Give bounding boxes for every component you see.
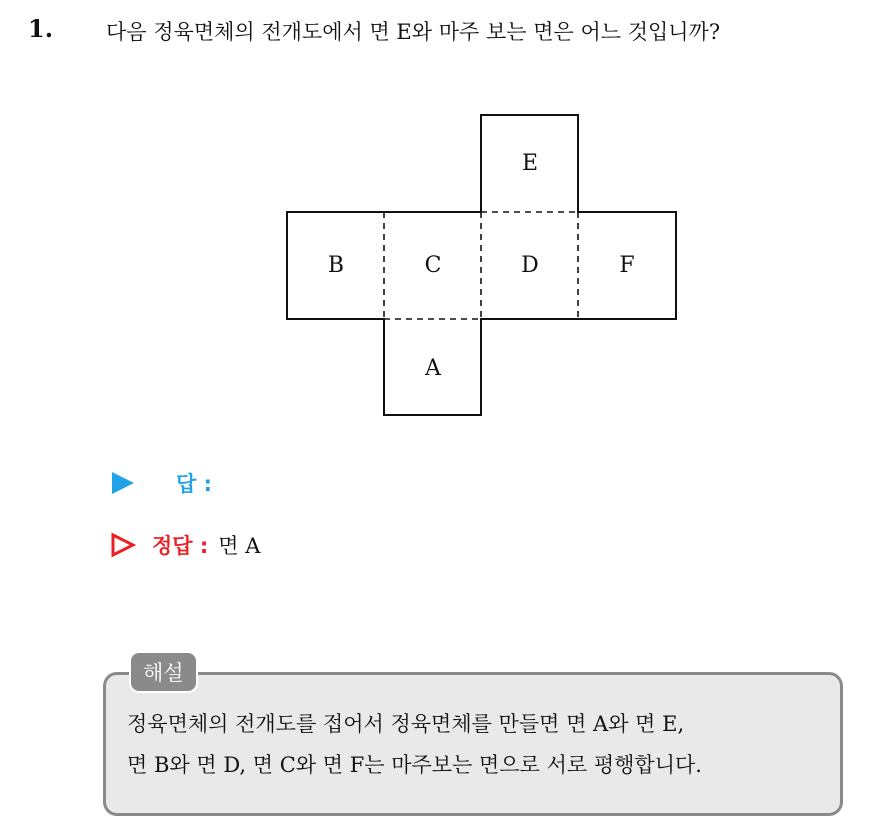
face-label-a: A — [425, 356, 441, 381]
explanation-line-2: 면 B와 면 D, 면 C와 면 F는 마주보는 면으로 서로 평행합니다. — [127, 753, 702, 777]
question-text: 다음 정육면체의 전개도에서 면 E와 마주 보는 면은 어느 것입니까? — [106, 20, 721, 44]
answer-blank-row — [110, 468, 212, 498]
question-number: 1. — [28, 14, 54, 43]
face-label-c: C — [424, 253, 442, 278]
correct-answer-label: 정답 : — [152, 534, 209, 558]
fold-lines — [384, 212, 578, 319]
answer-label: 답 : — [176, 472, 212, 496]
correct-answer-value: 면 A — [218, 534, 261, 558]
correct-answer-row — [110, 530, 260, 560]
outline-triangle-icon — [110, 532, 136, 558]
face-label-d: D — [521, 253, 539, 278]
face-label-e: E — [521, 151, 539, 176]
face-label-b: B — [327, 253, 345, 278]
face-label-f: F — [619, 253, 635, 278]
explanation-line-1: 정육면체의 전개도를 접어서 정육면체를 만들면 면 A와 면 E, — [127, 712, 685, 736]
explanation-tab: 해설 — [129, 651, 198, 693]
filled-triangle-icon — [110, 470, 136, 496]
net-outline — [287, 115, 676, 415]
explanation-box — [103, 672, 843, 816]
